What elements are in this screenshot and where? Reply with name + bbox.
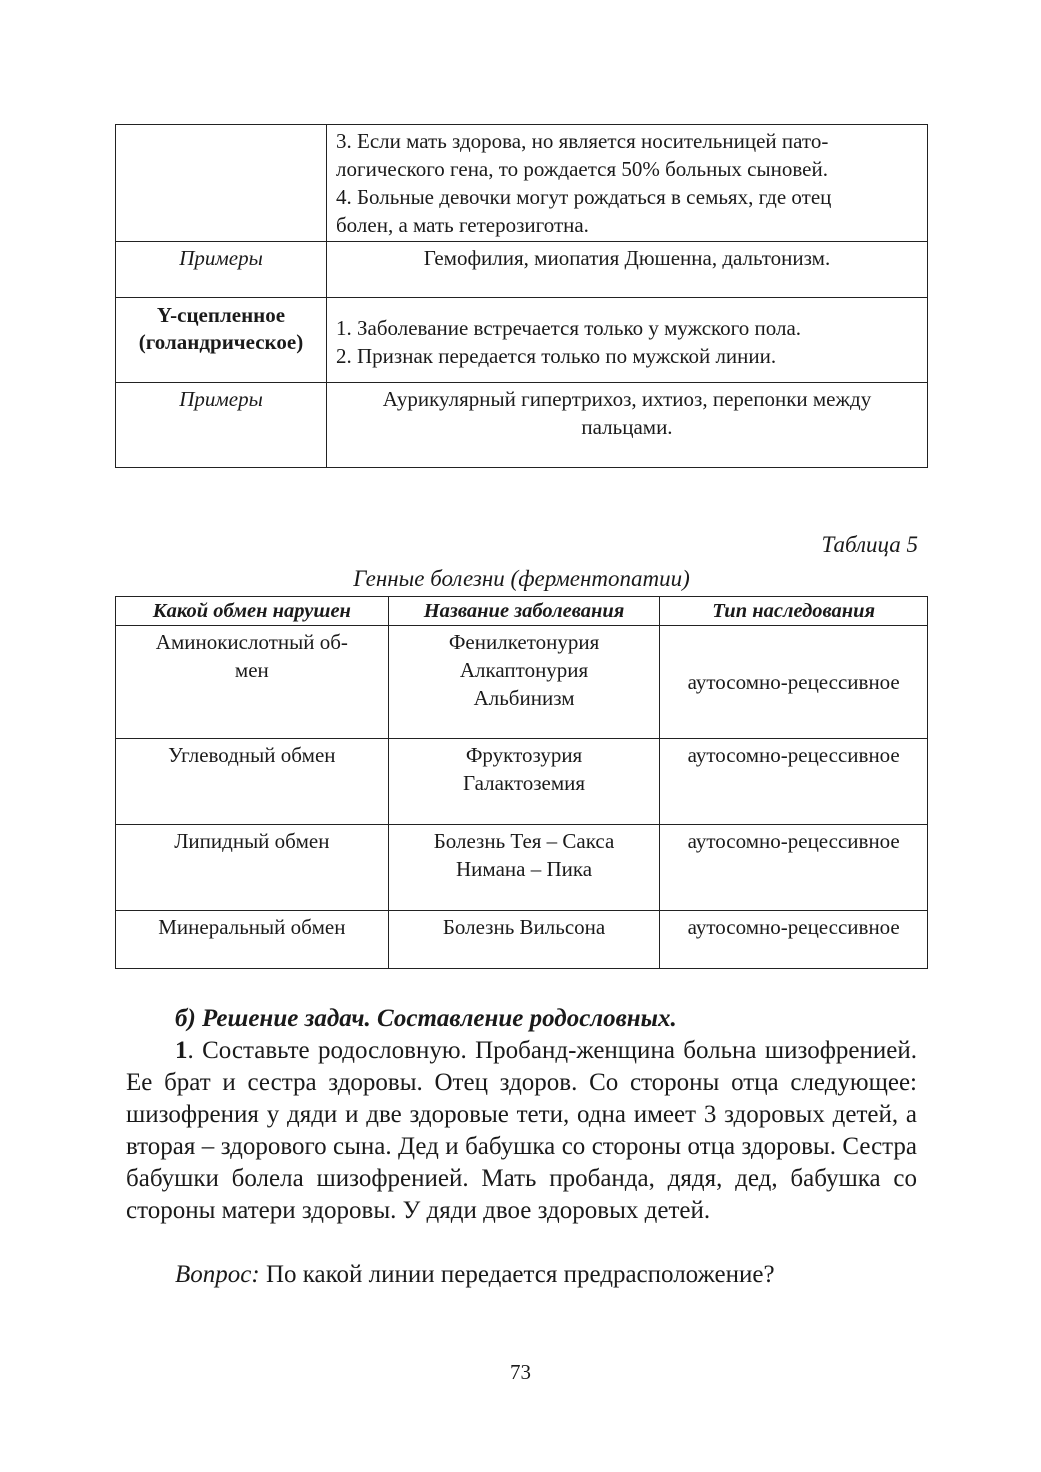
header-row — [116, 597, 928, 626]
table-row — [116, 626, 928, 739]
criteria-line: логического гена, то рождается 50% больных сыновей. — [336, 157, 828, 181]
inheritance-type-cell — [116, 298, 327, 383]
question-paragraph — [126, 1259, 917, 1291]
disease-name: Альбинизм — [473, 686, 575, 710]
examples-text: Гемофилия, миопатия Дюшенна, дальтонизм. — [327, 242, 928, 298]
table-row — [116, 739, 928, 825]
criteria-line: 1. Заболевание встречается только у мужского пола. — [336, 316, 802, 340]
gene-diseases-table — [115, 596, 928, 969]
metabolism-cell: Углеводный обмен — [116, 739, 389, 825]
criteria-line: 4. Больные девочки могут рождаться в семьях, где отец — [336, 185, 832, 209]
disease-cell: Болезнь Вильсона — [388, 911, 660, 969]
inheritance-cell: аутосомно-рецессивное — [660, 825, 928, 911]
disease-cell — [388, 825, 660, 911]
column-header: Какой обмен нарушен — [116, 597, 389, 626]
criteria-line: 2. Признак передается только по мужской линии. — [336, 344, 777, 368]
examples-text — [327, 383, 928, 468]
table-title: Генные болезни (ферментопатии) — [353, 566, 690, 591]
disease-cell — [388, 739, 660, 825]
disease-name: Алкаптонурия — [459, 658, 589, 682]
task-number: 1 — [175, 1037, 188, 1064]
examples-line: Аурикулярный гипертрихоз, ихтиоз, перепонки между — [382, 387, 872, 411]
table-number-label: Таблица 5 — [821, 532, 918, 557]
inheritance-cell: аутосомно-рецессивное — [660, 911, 928, 969]
section-heading: б) Решение задач. Составление родословных. — [175, 1005, 677, 1032]
task-text: . Составьте родословную. Пробанд-женщина больна шизофренией. Ее брат и сестра здоровы. Отец здоров. Со стороны отца следующее: шизофрения у дяди и две здоровые тети, одна имеет 3 здоровых детей, а вторая – здорового сына. Дед и бабушка со стороны отца здоровы. Сестра бабушки болела шизофренией. Мать пробанда, дядя, дед, бабушка со стороны матери здоровы. У дяди двое здоровых детей. — [126, 1037, 917, 1224]
criteria-line: болен, а мать гетерозиготна. — [336, 213, 589, 237]
column-header: Название заболевания — [388, 597, 660, 626]
task-paragraph — [126, 1035, 917, 1227]
disease-name: Болезнь Тея – Сакса — [433, 829, 615, 853]
disease-cell — [388, 626, 660, 739]
inheritance-cell: аутосомно-рецессивное — [660, 739, 928, 825]
table-row — [116, 825, 928, 911]
criteria-cell — [327, 125, 928, 242]
metabolism-cell: Минеральный обмен — [116, 911, 389, 969]
column-header: Тип наследования — [660, 597, 928, 626]
metabolism-line: Аминокислотный об- — [155, 630, 348, 654]
examples-line: пальцами. — [581, 415, 673, 439]
page-number: 73 — [510, 1360, 531, 1384]
disease-name: Галактоземия — [463, 771, 586, 795]
inheritance-type-line: Y-сцепленное — [156, 303, 286, 327]
table-row — [116, 911, 928, 969]
disease-name: Нимана – Пика — [456, 857, 593, 881]
disease-name: Фенилкетонурия — [448, 630, 600, 654]
inheritance-cell: аутосомно-рецессивное — [660, 626, 928, 739]
criteria-line: 3. Если мать здорова, но является носительницей пато- — [336, 129, 829, 153]
metabolism-cell: Липидный обмен — [116, 825, 389, 911]
disease-name: Фруктозурия — [465, 743, 583, 767]
examples-label: Примеры — [116, 242, 327, 298]
criteria-cell — [327, 298, 928, 383]
question-label: Вопрос: — [175, 1261, 260, 1288]
metabolism-line: мен — [234, 658, 269, 682]
examples-label: Примеры — [116, 383, 327, 468]
empty-type-cell — [116, 125, 327, 242]
metabolism-cell — [116, 626, 389, 739]
question-text: По какой линии передается предрасположение? — [259, 1261, 775, 1288]
inheritance-table-continuation — [115, 124, 928, 468]
inheritance-type-line: (голандрическое) — [138, 330, 304, 354]
